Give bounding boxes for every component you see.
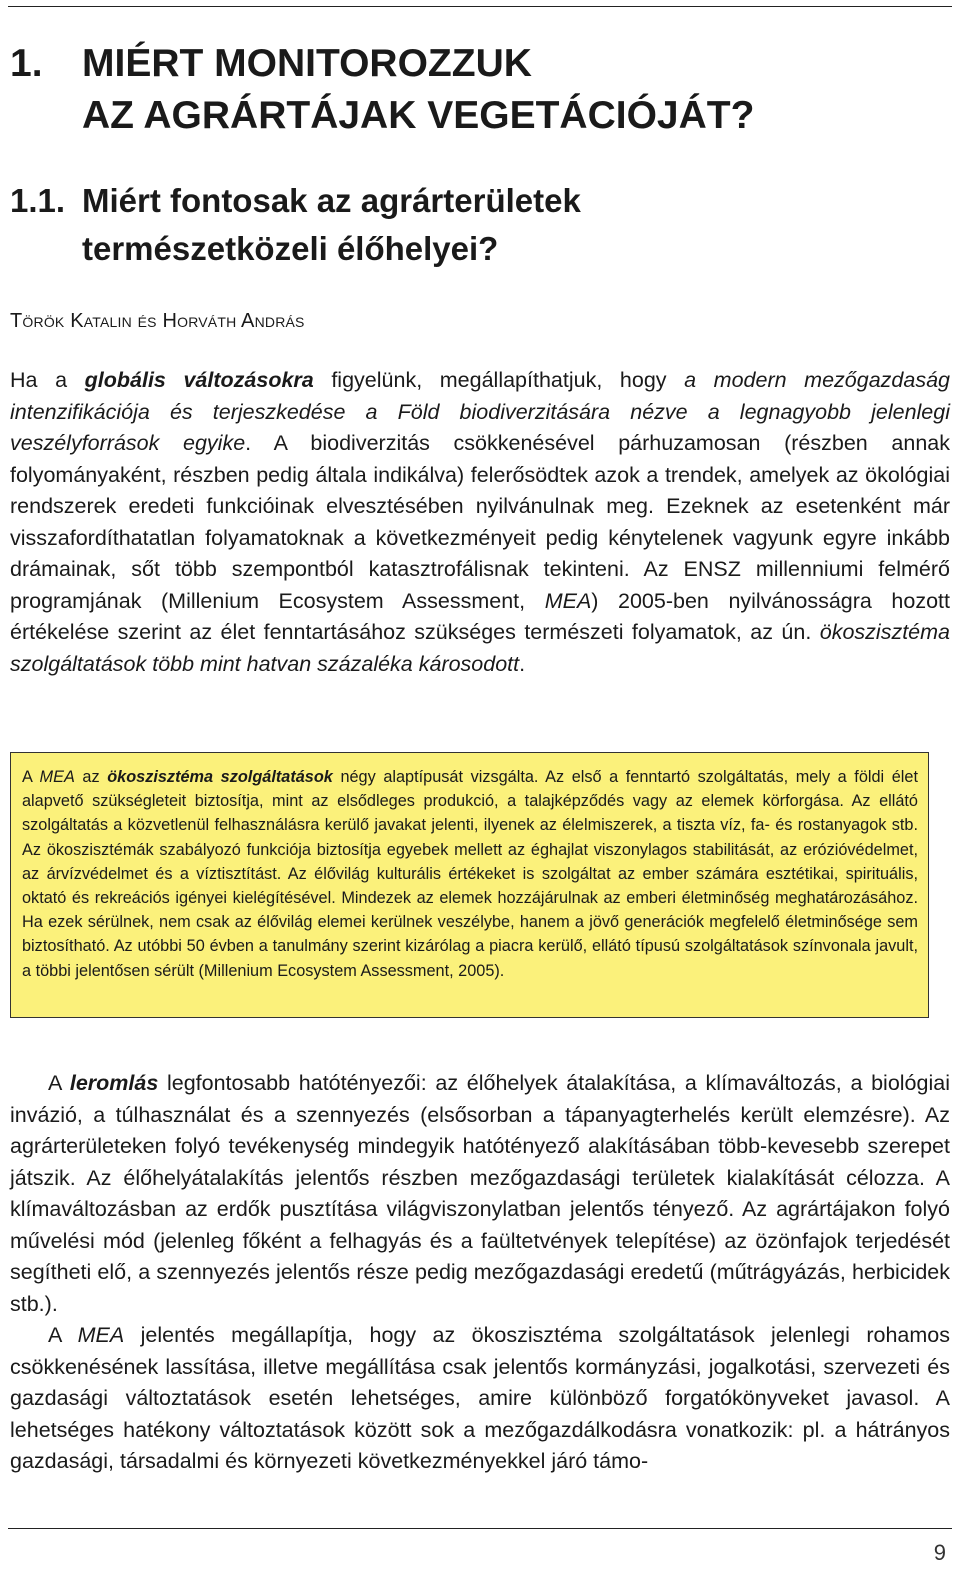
infobox-mea: MEA (39, 768, 75, 786)
infobox-text: A MEA az ökoszisztéma szolgáltatások négy alaptípusát vizsgálta. Az első a fenntartó szolgáltatás, mely a földi élet alapvető szükségleteit biztosítja, mint az elsődleges produkció, a talajképződés vagy az elemek körforgása. Az ellátó szolgáltatás a közvetlenül felhasználásra kerülő javakat jelenti, ilyenek az élelmiszerek, a tiszta víz, fa- és rostanyagok stb. Az ökoszisztémák szabályozó funkciója biztosítja egyebek mellett az éghajlat viszonylagos stabilitását, az erózióvédelmet, az árvízvédelmet és a víztisztítást. Az élővilág kulturális értékeket is szolgáltat az ember számára esztétikai, spirituális, oktató és rekreációs igényei kielégítésével. Mindezek az elemek hozzájárulnak az emberi életminőség meghatározásához. Ha ezek sérülnek, nem csak az élővilág elemei kerülnek veszélybe, hanem a jövő generációk megfelelő életminősége sem biztosítható. Az utóbbi 50 évben a tanulmány szerint kizárólag a piacra kerülő, ellátó típusú szolgáltatások színvonala javult, a többi jelentősen sérült (Millenium Ecosystem Assessment, 2005). (22, 768, 919, 980)
paragraph-mea-report: A MEA jelentés megállapítja, hogy az ökoszisztéma szolgáltatások jelenlegi rohamos csökkenésének lassítása, illetve megállítása csak jelentős kormányzási, jogalkotási, szervezeti és gazdasági változtatások esetén lehetséges, amire különböző forgatókönyveket javasol. A lehetséges hatékony változtatások között sok a mezőgazdálkodásra vonatkozik: pl. a hátrányos gazdasági, társadalmi és környezeti következményekkel járó támo- (10, 1323, 950, 1473)
emphasis-damage: ökoszisztéma szolgáltatások több mint hatvan százaléka károsodott (10, 620, 950, 676)
section-number: 1.1. (10, 182, 66, 219)
section-title-line-1: Miért fontosak az agrárterületek (82, 182, 581, 219)
chapter-title (82, 38, 882, 142)
page-number: 9 (933, 1540, 946, 1565)
paragraph-intro: Ha a globális változásokra figyelünk, megállapíthatjuk, hogy a modern mezőgazdaság intenzifikációja és terjeszkedése a Föld biodiverzitására nézve a legnagyobb jelenlegi veszélyforrások egyike. A biodiverzitás csökkenésével párhuzamosan (részben annak folyományaként, részben pedig általa indikálva) felerősödtek azok a trendek, amelyek az ökológiai rendszerek eredeti funkcióinak elvesztésében nyilvánulnak meg. Ezeknek az esetenként már visszafordíthatatlan folyamatoknak a következményeit pedig kénytelenek vagyunk egyre inkább drámainak, sőt több szempontból katasztrofálisnak tekinteni. Az ENSZ millenniumi felmérő programjának (Millenium Ecosystem Assessment, MEA) 2005-ben nyilvánosságra hozott értékelése szerint az élet fenntartásához szükséges természeti folyamatok, az ún. ökoszisztéma szolgáltatások több mint hatvan százaléka károsodott. (10, 368, 950, 676)
authors: Török Katalin és Horváth András (10, 310, 305, 332)
emphasis-mea: MEA (544, 588, 592, 613)
top-rule (8, 6, 952, 7)
chapter-title-line-1: MIÉRT MONITOROZZUK (82, 42, 532, 85)
section-title (82, 177, 782, 273)
emphasis-mea-report: MEA (77, 1323, 125, 1347)
bottom-rule (8, 1528, 952, 1529)
section-title-line-2: természetközeli élőhelyei? (82, 230, 499, 267)
infobox-ecosystem-services: ökoszisztéma szolgáltatások (107, 768, 333, 786)
emphasis-threat: a modern mezőgazdaság intenzifikációja és terjeszkedése a Föld biodiverzitására nézve a legnagyobb jelenlegi veszélyforrások egyike (10, 368, 950, 455)
chapter-title-line-2: AZ AGRÁRTÁJAK VEGETÁCIÓJÁT? (82, 94, 755, 137)
emphasis-degradation: leromlás (69, 1071, 159, 1095)
chapter-number: 1. (10, 42, 43, 85)
ecosystem-services-infobox (10, 752, 929, 1018)
paragraph-degradation: A leromlás legfontosabb hatótényezői: az élőhelyek átalakítása, a klímaváltozás, a biológiai invázió, a túlhasználat és a szennyezés (elsősorban a tápanyagterhelés került elemzésre). Az agrárterületeken folyó tevékenység mindegyik hatótényező alakításában több-kevesebb szerepet játszik. Az élőhelyátalakítás jelentős részben mezőgazdasági területek kialakítását célozza. A klímaváltozásban az erdők pusztítása világviszonylatban jelentős tényező. Az agrártájakon folyó művelési mód (jelenleg főként a felhagyás és a faültetvények telepítése) az özönfajok terjedését segítheti elő, a szennyezés jelentős része pedig mezőgazdasági eredetű (műtrágyázás, herbicidek stb.). (10, 1071, 950, 1316)
emphasis-global-changes: globális változásokra (84, 368, 314, 392)
